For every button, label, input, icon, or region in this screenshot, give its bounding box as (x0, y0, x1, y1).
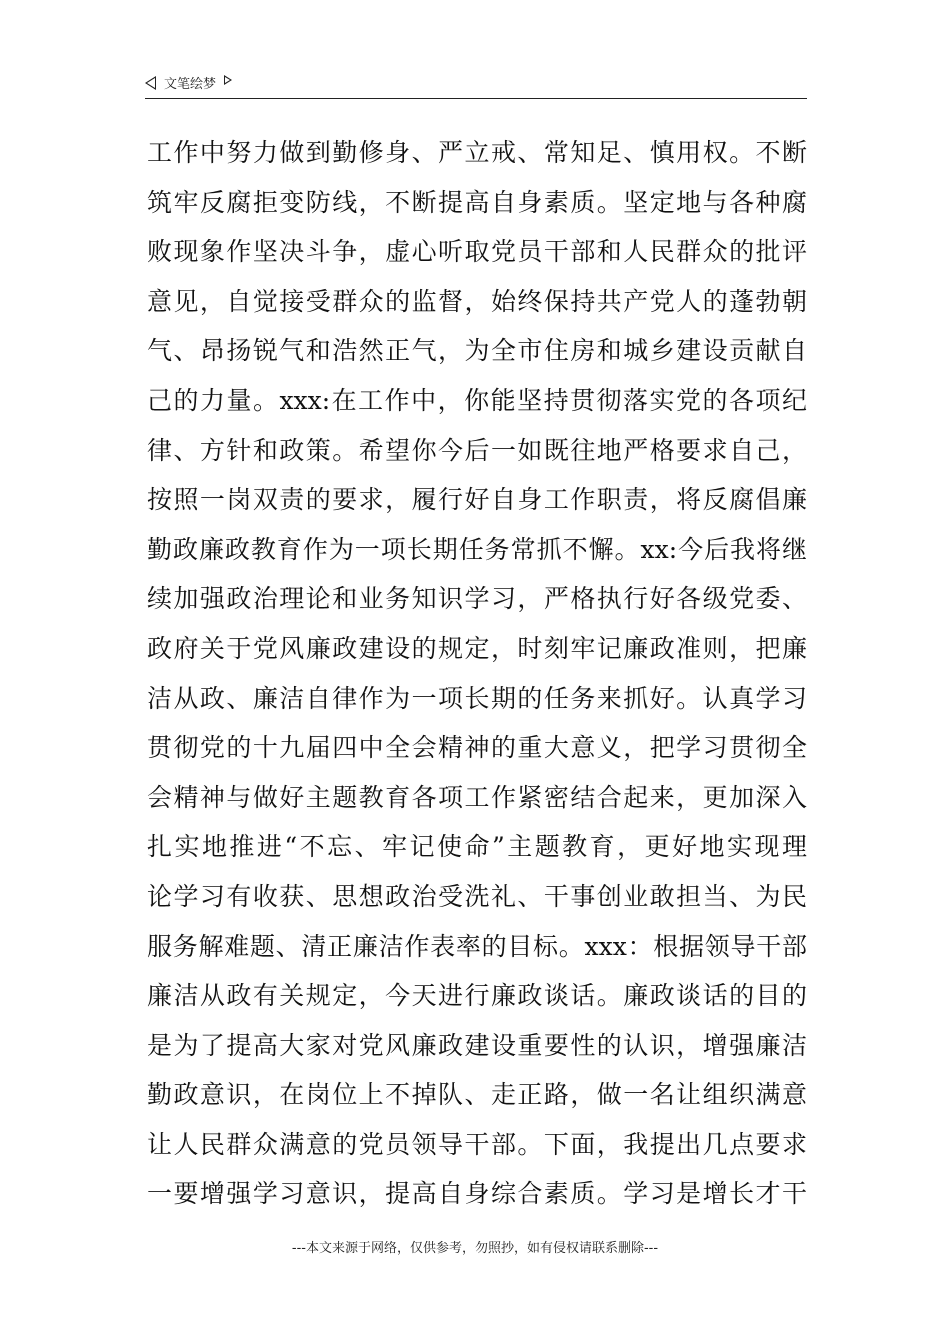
page-footer: ---本文来源于网络，仅供参考，勿照抄，如有侵权请联系删除--- (291, 1241, 659, 1256)
body-line: 工作中努力做到勤修身、严立戒、常知足、慎用权。不断 (147, 138, 807, 167)
body-line: 气、昂扬锐气和浩然正气，为全市住房和城乡建设贡献自 (147, 336, 807, 366)
body-line: 服务解难题、清正廉洁作表率的目标。xxx：根据领导干部 (147, 931, 807, 961)
body-line: 廉洁从政有关规定，今天进行廉政谈话。廉政谈话的目的 (147, 981, 807, 1011)
body-line: 勤政廉政教育作为一项长期任务常抓不懈。xx:今后我将继 (147, 534, 807, 564)
header-title: 文笔绘梦 (164, 77, 217, 92)
body-line: 己的力量。xxx:在工作中，你能坚持贯彻落实党的各项纪 (147, 385, 807, 415)
body-line: 按照一岗双责的要求，履行好自身工作职责，将反腐倡廉 (147, 485, 807, 515)
body-line: 一要增强学习意识，提高自身综合素质。学习是增长才干 (147, 1179, 807, 1209)
body-line: 律、方针和政策。希望你今后一如既往地严格要求自己， (147, 435, 807, 465)
page-header (145, 72, 807, 99)
body-line: 扎实地推进“不忘、牢记使命”主题教育，更好地实现理 (147, 832, 807, 862)
body-line: 贯彻党的十九届四中全会精神的重大意义，把学习贯彻全 (147, 733, 807, 763)
header-brand (145, 73, 232, 92)
body-line: 政府关于党风廉政建设的规定，时刻牢记廉政准则，把廉 (147, 633, 807, 663)
body-line: 是为了提高大家对党风廉政建设重要性的认识，增强廉洁 (147, 1030, 807, 1060)
body-line: 筑牢反腐拒变防线，不断提高自身素质。坚定地与各种腐 (147, 187, 807, 217)
body-line: 续加强政治理论和业务知识学习，严格执行好各级党委、 (147, 584, 807, 614)
triangle-left-icon (145, 76, 156, 90)
body-line: 会精神与做好主题教育各项工作紧密结合起来，更加深入 (147, 782, 807, 812)
body-line: 意见，自觉接受群众的监督，始终保持共产党人的蓬勃朝 (147, 286, 807, 316)
body-line: 败现象作坚决斗争，虚心听取党员干部和人民群众的批评 (147, 237, 807, 267)
body-line: 让人民群众满意的党员领导干部。下面，我提出几点要求 (147, 1129, 807, 1159)
body-line: 勤政意识，在岗位上不掉队、走正路，做一名让组织满意 (147, 1080, 807, 1110)
body-line: 论学习有收获、思想政治受洗礼、干事创业敢担当、为民 (147, 881, 807, 911)
body-line: 洁从政、廉洁自律作为一项长期的任务来抓好。认真学习 (147, 683, 807, 713)
document-body (147, 128, 807, 1219)
triangle-right-icon (224, 75, 232, 85)
